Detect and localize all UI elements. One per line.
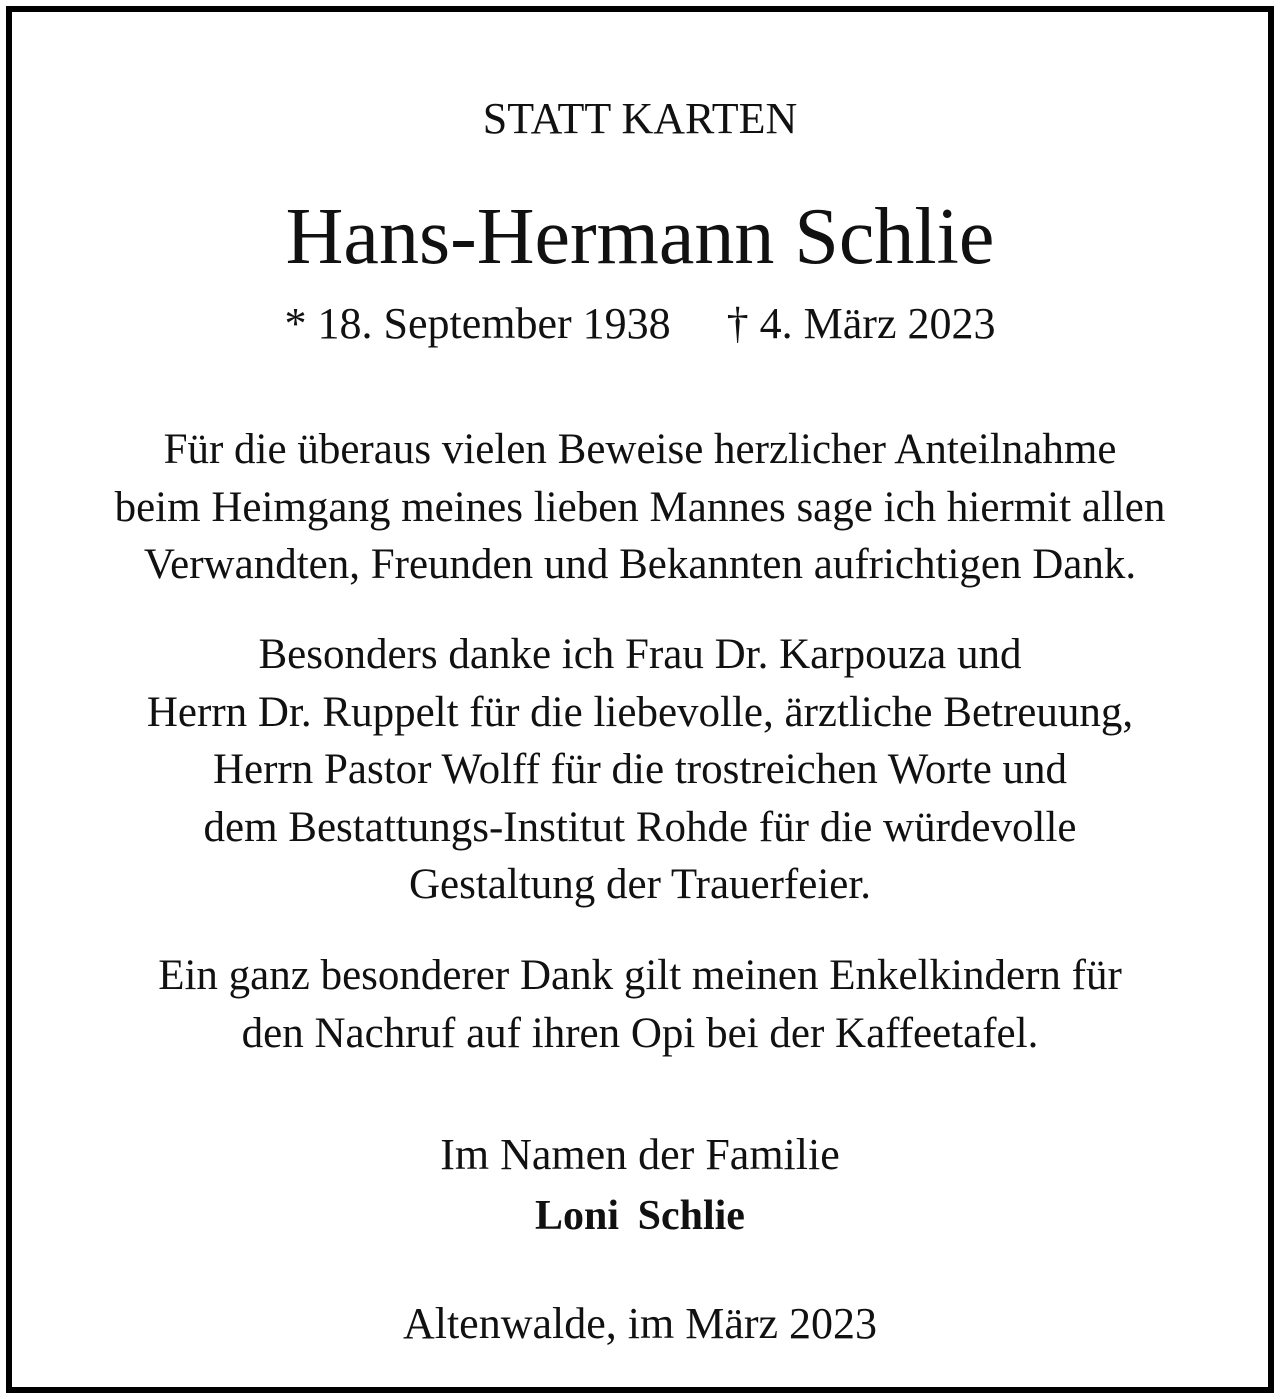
notice-frame — [6, 6, 1274, 1393]
paragraph-line: Herrn Dr. Ruppelt für die liebevolle, ärztliche Betreuung, — [146, 688, 1134, 736]
paragraph-line: dem Bestattungs-Institut Rohde für die würdevolle — [203, 803, 1077, 851]
place-and-date: Altenwalde, im März 2023 — [402, 1299, 878, 1348]
paragraph-line: Ein ganz besonderer Dank gilt meinen Enkelkindern für — [158, 952, 1122, 999]
paragraph-line: Für die überaus vielen Beweise herzlicher Anteilnahme — [163, 426, 1117, 473]
grandchildren-thanks-paragraph — [12, 947, 1268, 1062]
death-date: † 4. März 2023 — [726, 299, 996, 348]
thanks-paragraph — [12, 421, 1268, 594]
paragraph-line: Gestaltung der Trauerfeier. — [408, 861, 872, 908]
paragraph-line: Herrn Pastor Wolff für die trostreichen Worte und — [212, 746, 1068, 793]
deceased-name: Hans-Hermann Schlie — [285, 193, 995, 281]
paragraph-line: Besonders danke ich Frau Dr. Karpouza und — [258, 631, 1022, 678]
paragraph-line: den Nachruf auf ihren Opi bei der Kaffeetafel. — [241, 1009, 1039, 1057]
life-dates — [12, 299, 1268, 348]
signature-intro: Im Namen der Familie — [440, 1130, 840, 1179]
paragraph-line: Verwandten, Freunden und Bekannten aufrichtigen Dank. — [143, 541, 1137, 588]
signature-name: Loni Schlie — [535, 1193, 745, 1239]
notice-header: STATT KARTEN — [482, 94, 798, 143]
special-thanks-paragraph — [12, 626, 1268, 914]
paragraph-line: beim Heimgang meines lieben Mannes sage ich hiermit allen — [114, 483, 1166, 531]
birth-date: * 18. September 1938 — [284, 299, 671, 348]
